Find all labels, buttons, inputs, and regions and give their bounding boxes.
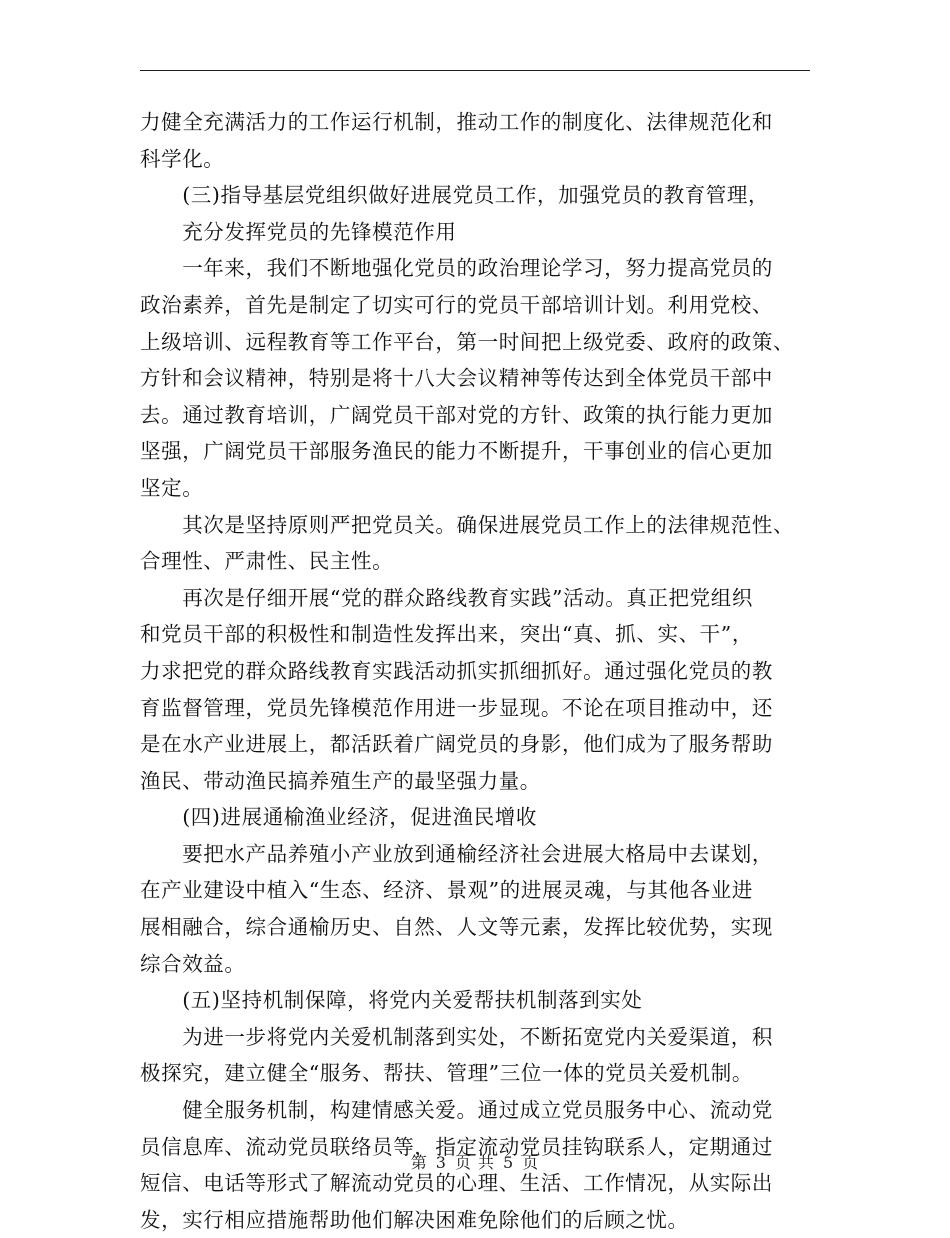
text-line: 坚强，广阔党员干部服务渔民的能力不断提升，干事创业的信心更加 [140,439,773,464]
text-line: 去。通过教育培训，广阔党员干部对党的方针、政策的执行能力更加 [140,402,773,427]
footer-total-pages: 5 [503,1153,515,1172]
text-line: 在产业建设中植入“生态、经济、景观”的进展灵魂，与其他各业进 [140,878,753,903]
text-line: 要把水产品养殖小产业放到通榆经济社会进展大格局中去谋划， [140,841,773,866]
text-line: 再次是仔细开展“党的群众路线教育实践”活动。真正把党组织 [140,585,753,610]
body-text [140,104,812,1238]
page-footer [0,1150,950,1173]
text-line: 政治素养，首先是制定了切实可行的党员干部培训计划。利用党校、 [140,292,773,317]
text-line: 科学化。 [140,146,225,171]
text-line: 是在水产业进展上，都活跃着广阔党员的身影，他们成为了服务帮助 [140,732,773,757]
text-line: 和党员干部的积极性和制造性发挥出来，突出“真、抓、实、干”， [140,622,753,647]
footer-middle: 页 共 [454,1153,496,1172]
text-line: 极探究，建立健全“服务、帮扶、管理”三位一体的党员关爱机制。 [140,1061,753,1086]
text-line: 力健全充满活力的工作运行机制，推动工作的制度化、法律规范化和 [140,110,773,134]
text-line: 短信、电话等形式了解流动党员的心理、生活、工作情况，从实际出 [140,1171,773,1196]
text-line: 渔民、带动渔民搞养殖生产的最坚强力量。 [140,768,541,793]
text-line: 综合效益。 [140,951,246,976]
text-line: 坚定。 [140,475,204,500]
text-line: 展相融合，综合通榆历史、自然、人文等元素，发挥比较优势，实现 [140,915,773,940]
section-heading: (三)指导基层党组织做好进展党员工作，加强党员的教育管理， [140,183,770,208]
text-line: 为进一步将党内关爱机制落到实处，不断拓宽党内关爱渠道，积 [140,1024,773,1049]
text-line: 发，实行相应措施帮助他们解决困难免除他们的后顾之忧。 [140,1207,689,1232]
section-heading: (四)进展通榆渔业经济，促进渔民增收 [140,805,537,830]
footer-suffix: 页 [522,1153,540,1172]
text-line: 力求把党的群众路线教育实践活动抓实抓细抓好。通过强化党员的教 [140,658,773,683]
header-rule [140,70,810,71]
text-line: 合理性、严肃性、民主性。 [140,549,394,574]
footer-prefix: 第 [410,1153,428,1172]
text-line: 员信息库、流动党员联络员等，指定流动党员挂钩联系人，定期通过 [140,1134,773,1159]
text-line: 育监督管理，党员先锋模范作用进一步显现。不论在项目推动中，还 [140,695,773,720]
section-heading: 充分发挥党员的先锋模范作用 [140,219,457,244]
section-heading: (五)坚持机制保障，将党内关爱帮扶机制落到实处 [140,988,643,1013]
text-line: 上级培训、远程教育等工作平台，第一时间把上级党委、政府的政策、 [140,329,795,354]
text-line: 健全服务机制，构建情感关爱。通过成立党员服务中心、流动党 [140,1098,773,1123]
text-line: 方针和会议精神，特别是将十八大会议精神等传达到全体党员干部中 [140,366,773,391]
text-line: 一年来，我们不断地强化党员的政治理论学习，努力提高党员的 [140,256,773,281]
footer-current-page: 3 [435,1153,447,1172]
text-line: 其次是坚持原则严把党员关。确保进展党员工作上的法律规范性、 [140,512,795,537]
